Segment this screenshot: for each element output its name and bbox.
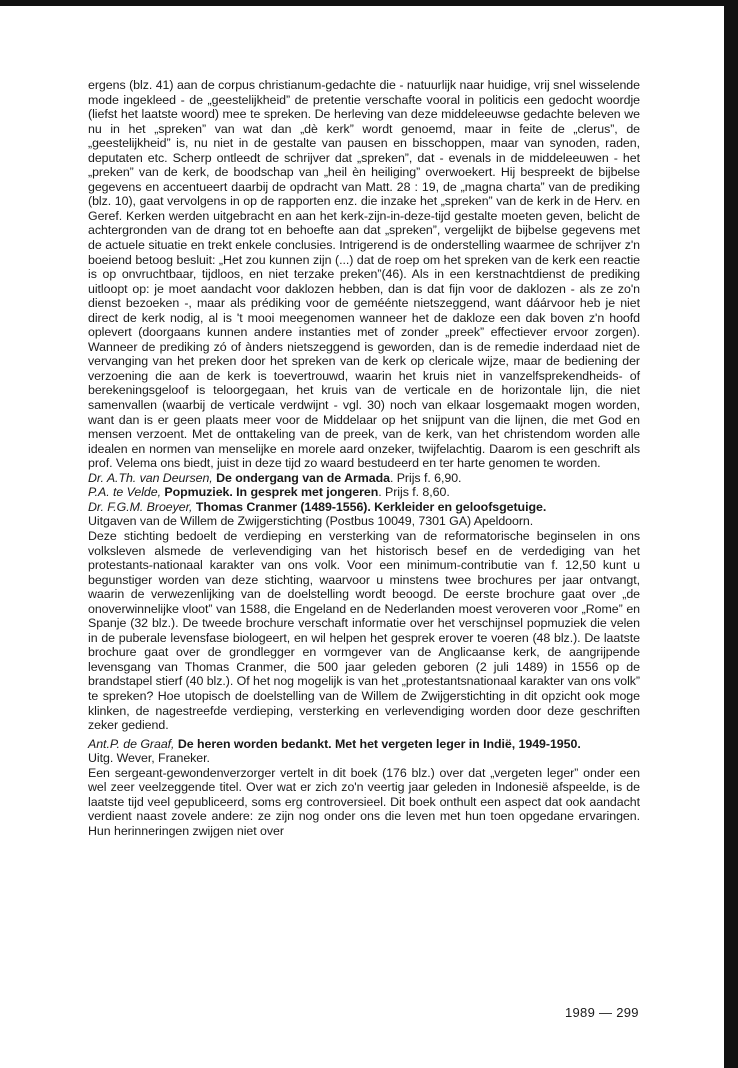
article-paragraph: ergens (blz. 41) aan de corpus christianum-gedachte die - natuurlijk naar huidige, vrij snel wisselende mode ingekleed - de „geestelijkheid” de pretentie verschafte vooral in politicis een gedocht woordje (liefst het laatste woord) mee te spreken. De herleving van deze middeleeuwse gedachte beleven we nu in het „spreken” van wat dan „dè kerk” wordt genoemd, maar in feite de „clerus”, de „geestelijkheid” is, nu niet in de gestalte van pausen en bisschoppen, maar van synoden, raden, deputaten etc. Scherp ontleedt de schrijver dat „spreken”, dat - evenals in de middeleeuwen - het „preken” van de kerk, de boodschap van „heil èn heiliging” overwoekert. Hij bespreekt de bijbelse gegevens en accentueert daarbij de opdracht van Matt. 28 : 19, de „magna charta” van de prediking (blz. 10), gaat vervolgens in op de rapporten enz. die inzake het „spreken” van de kerk in de Herv. en Geref. Kerken werden uitgebracht en aan het kerk-zijn-in-deze-tijd gestalte moeten geven, belicht de achtergronden van de drang tot en behoefte aan dat „spreken”, vergelijkt de bijbelse gegevens met de actuele situatie en trekt enkele conclusies. Intrigerend is de onderstelling waarmee de schrijver z'n boeiend betoog besluit: „Het zou kunnen zijn (...) dat de roep om het spreken van de kerk een reactie is op onvruchtbaar, tijdloos, en niet terzake preken”(46). Als in een kerstnachtdienst de prediking uitloopt op: je moet aandacht voor daklozen hebben, dan is dat fijn voor de daklozen - als ze zo'n dienst bezoeken -, maar als prédiking voor de geméénte nietszeggend, want dáárvoor heb je niet direct de kerk nodig, al is 't mooi meegenomen wanneer het de dakloze een dak boven z'n hoofd oplevert (doorgaans kunnen andere instanties met of zonder „preek” effectiever ervoor zorgen). Wanneer de prediking zó of ànders nietszeggend is geworden, dan is de remedie inderdaad niet de vervanging van het preken door het spreken van de kerk op clericale wijze, maar de bediening der verzoening die aan de kerk is toevertrouwd, waarin het kruis niet in vanzelfsprekendheids- of berekeningsgeloof is teloorgegaan, het kruis van de verticale en de horizontale lijn, die niet samenvallen (waarbij de verticale verdwijnt - vgl. 30) noch van elkaar losgemaakt mogen worden, want dan is er geen plaats meer voor de Middelaar op het snijpunt van die lijnen, die met God en mensen verzoent. Met de onttakeling van de preek, van de kerk, van het christendom worden alle idealen en normen van menselijke en morele aard onzeker, twijfelachtig. Daarom is een geschrift als prof. Velema ons biedt, juist in deze tijd zo waard bestudeerd en ter harte genomen te worden.	[88, 78, 640, 471]
review-body: Een sergeant-gewondenverzorger vertelt in dit boek (176 blz.) over dat „vergeten leger” onder een wel zeer veelzeggende titel. Over wat er zich zo'n veertig jaar geleden in Indonesië afspeelde, is de laatste tijd veel gepubliceerd, soms erg controversieel. Dit boek onthult een aspect dat ook aandacht verdient naast zovele andere: ze zijn nog onder ons die leven met hun toen opgedane ervaringen. Hun herinneringen zwijgen niet over	[88, 765, 640, 838]
reference-title: Popmuziek. In gesprek met jongeren	[164, 485, 379, 500]
reference-item	[88, 485, 640, 500]
reference-author: Dr. F.G.M. Broeyer,	[88, 499, 193, 514]
review-heading	[88, 737, 640, 752]
review-body: Deze stichting bedoelt de verdieping en versterking van de reformatorische beginselen in ons volksleven alsmede de verlevendiging van het historisch besef en de verdediging van het protestants-nationaal karakter van ons volk. Voor een minimum-contributie van f. 12,50 kunt u begunstiger worden van deze stichting, waarvoor u minstens twee brochures per jaar ontvangt, waarin de verwezenlijking van de doelstelling wordt beoogd. De eerste brochure gaat over „de onoverwinnelijke vloot” van 1588, die Engeland en de Nederlanden moest veroveren voor „Rome” en Spanje (32 blz.). De tweede brochure verschaft informatie over het verschijnsel popmuziek die velen in de puberale levensfase biologeert, en wil helpen het gesprek erover te voeren (48 blz.). De laatste brochure gaat over de grondlegger en vormgever van de Anglicaanse kerk, de aangrijpende levensgang van Thomas Cranmer, die 500 jaar geleden geboren (2 juli 1489) in 1556 op de brandstapel stierf (40 blz.). Of het nog mogelijk is van het „protestantsnationaal karakter van ons volk” te spreken? Hoe utopisch de doelstelling van de Willem de Zwijgerstichting in dit opzicht ook moge klinken, de nagestreefde verdieping, versterking en verlevendiging worden door deze geschriften zeker gediend.	[88, 528, 640, 733]
reference-list	[88, 471, 640, 515]
review-publisher: Uitg. Wever, Franeker.	[88, 751, 210, 766]
page-body	[88, 78, 640, 838]
reference-price: . Prijs f. 8,60.	[378, 485, 450, 500]
reference-author: P.A. te Velde,	[88, 485, 162, 500]
scan-top-edge	[0, 0, 738, 6]
reference-title: De ondergang van de Armada	[216, 470, 390, 485]
review-title: De heren worden bedankt. Met het vergeten leger in Indië, 1949-1950.	[177, 736, 581, 751]
page-number: 1989 — 299	[565, 1005, 639, 1020]
scan-right-edge	[724, 0, 738, 1068]
reference-item	[88, 471, 640, 486]
reference-item	[88, 500, 640, 515]
review-publisher: Uitgaven van de Willem de Zwijgerstichting (Postbus 10049, 7301 GA) Apeldoorn.	[88, 514, 534, 529]
reference-author: Dr. A.Th. van Deursen,	[88, 470, 213, 485]
review-author: Ant.P. de Graaf,	[88, 736, 175, 751]
reference-price: . Prijs f. 6,90.	[389, 470, 462, 485]
reference-title: Thomas Cranmer (1489-1556). Kerkleider en geloofsgetuige.	[195, 499, 547, 514]
